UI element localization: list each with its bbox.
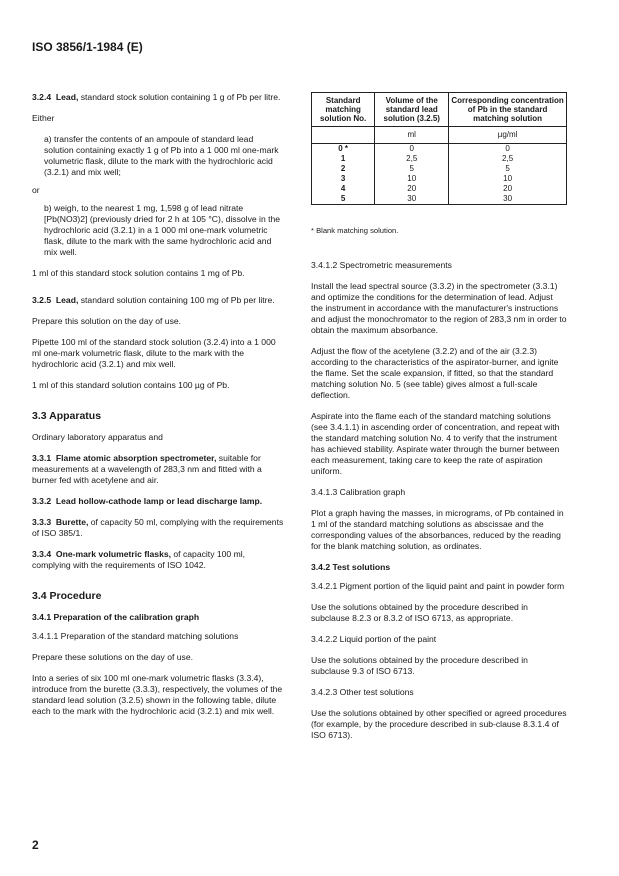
section-3-3-2 — [32, 496, 284, 507]
column-header: Corresponding concentration of Pb in the standard matching solution — [449, 93, 567, 127]
section-title: Lead hollow-cathode lamp or lead discharge lamp. — [55, 496, 263, 506]
paragraph: 1 ml of this standard solution contains 100 µg of Pb. — [32, 380, 230, 390]
table-cell: 5 — [312, 194, 375, 205]
heading-3-4-2-3: 3.4.2.3 Other test solutions — [311, 687, 414, 697]
paragraph: Plot a graph having the masses, in micrograms, of Pb contained in 1 ml of the standard matching solutions as abscissae and the corresponding values of the absorbances, reduced by the reading for the blank matching solution, as ordinates. — [311, 508, 564, 551]
heading-3-4-1-1: 3.4.1.1 Preparation of the standard matching solutions — [32, 631, 239, 641]
section-3-3-1 — [32, 453, 284, 486]
table-cell: 0 — [375, 144, 449, 155]
left-column — [32, 92, 284, 727]
table-row — [312, 174, 567, 184]
table-cell: 5 — [449, 164, 567, 174]
table-cell: 10 — [375, 174, 449, 184]
heading-3-4-1: 3.4.1 Preparation of the calibration graph — [32, 612, 200, 622]
units-cell: µg/ml — [449, 127, 567, 144]
table-header-row — [312, 93, 567, 127]
section-number: 3.3.2 — [32, 496, 52, 506]
page-number: 2 — [32, 838, 39, 852]
table-cell: 2,5 — [375, 154, 449, 164]
section-text: standard solution containing 100 mg of Pb per litre. — [80, 295, 275, 305]
column-header: Volume of the standard lead solution (3.2.5) — [375, 93, 449, 127]
paragraph: Use the solutions obtained by the procedure described in subclause 9.3 of ISO 6713. — [311, 655, 528, 676]
table-row — [312, 184, 567, 194]
paragraph: Ordinary laboratory apparatus and — [32, 432, 163, 442]
table-row — [312, 154, 567, 164]
section-text: of capacity 100 ml, complying with the requirements of ISO 1042. — [32, 549, 246, 570]
table-cell: 3 — [312, 174, 375, 184]
or-label: or — [32, 185, 40, 195]
option-a: a) transfer the contents of an ampoule of standard lead solution containing exactly 1 g of Pb into a 1 000 ml one-mark volumetric flask, dilute to the mark with the hydrochloric acid (3.2.1) and mix well; — [44, 134, 279, 177]
heading-apparatus: 3.3 Apparatus — [32, 410, 102, 422]
section-number: 3.3.4 — [32, 549, 52, 559]
table-cell: 20 — [449, 184, 567, 194]
section-text: standard stock solution containing 1 g of Pb per litre. — [80, 92, 281, 102]
table-row — [312, 194, 567, 205]
table-cell: 2 — [312, 164, 375, 174]
right-column — [311, 260, 567, 751]
section-3-3-4 — [32, 549, 284, 571]
paragraph: Adjust the flow of the acetylene (3.2.2) and of the air (3.2.3) according to the characteristics of the aspirator-burner, and ignite the flame. Set the scale expansion, if fitted, so that the standard matching solution No. 5 (see table) gives almost a full-scale deflection. — [311, 346, 559, 400]
section-title: Lead, — [55, 295, 79, 305]
paragraph: Into a series of six 100 ml one-mark volumetric flasks (3.3.4), introduce from the burette (3.3.3), respectively, the volumes of the standard lead solution (3.2.5) shown in the following table, dilute each to the mark with the hydrochloric acid (3.2.1) and mix well. — [32, 673, 283, 716]
paragraph: Prepare these solutions on the day of use. — [32, 652, 193, 662]
units-cell: ml — [375, 127, 449, 144]
table-cell: 10 — [449, 174, 567, 184]
heading-3-4-1-3: 3.4.1.3 Calibration graph — [311, 487, 406, 497]
section-number: 3.2.4 — [32, 92, 52, 102]
section-title: Flame atomic absorption spectrometer, — [55, 453, 217, 463]
table-row — [312, 164, 567, 174]
paragraph: Use the solutions obtained by the procedure described in subclause 8.2.3 or 8.3.2 of ISO 6713, as appropriate. — [311, 602, 528, 623]
section-text: suitable for measurements at a wavelength of 283,3 nm and fitted with a burner fed with acetylene and air. — [32, 453, 262, 485]
section-3-2-4 — [32, 92, 284, 103]
heading-procedure: 3.4 Procedure — [32, 590, 102, 602]
heading-3-4-2-2: 3.4.2.2 Liquid portion of the paint — [311, 634, 437, 644]
table-cell: 2,5 — [449, 154, 567, 164]
document-header: ISO 3856/1-1984 (E) — [32, 40, 143, 54]
section-number: 3.3.1 — [32, 453, 52, 463]
paragraph: Use the solutions obtained by other specified or agreed procedures (for example, by the procedure described in sub-clause 8.3.1.4 of ISO 6713). — [311, 708, 567, 740]
table-row — [312, 144, 567, 155]
table-units-row — [312, 127, 567, 144]
section-number: 3.3.3 — [32, 517, 52, 527]
table-cell: 0 — [449, 144, 567, 155]
section-number: 3.2.5 — [32, 295, 52, 305]
paragraph: 1 ml of this standard stock solution contains 1 mg of Pb. — [32, 268, 245, 278]
paragraph: Prepare this solution on the day of use. — [32, 316, 182, 326]
section-title: Lead, — [55, 92, 79, 102]
section-title: Burette, — [55, 517, 89, 527]
section-text: of capacity 50 ml, complying with the requirements of ISO 385/1. — [32, 517, 284, 538]
section-3-3-3 — [32, 517, 284, 539]
table-cell: 30 — [375, 194, 449, 205]
table-footnote: * Blank matching solution. — [311, 226, 399, 235]
heading-3-4-2-1: 3.4.2.1 Pigment portion of the liquid paint and paint in powder form — [311, 581, 565, 591]
standard-solutions-table — [311, 92, 567, 205]
paragraph: Pipette 100 ml of the standard stock solution (3.2.4) into a 1 000 ml one-mark volumetric flask, dilute to the mark with the hydrochloric acid (3.2.1) and mix well. — [32, 337, 276, 369]
paragraph: Install the lead spectral source (3.3.2) in the spectrometer (3.3.1) and optimize the conditions for the determination of lead. Adjust the instrument in accordance with the manufacturer's instructions and adjust the monochromator to the region of 283,3 nm in order to obtain the maximum absorbance. — [311, 281, 567, 335]
heading-3-4-2: 3.4.2 Test solutions — [311, 562, 391, 572]
column-header: Standard matching solution No. — [312, 93, 375, 127]
table-cell: 4 — [312, 184, 375, 194]
table-cell: 0 * — [312, 144, 375, 155]
table-cell: 30 — [449, 194, 567, 205]
paragraph: Aspirate into the flame each of the standard matching solutions (see 3.4.1.1) in ascending order of concentration, and repeat with the standard matching solution No. 4 to verify that the instrument has achieved stability. Aspirate water through the burner between each measurement, taking care to keep the rate of aspiration uniform. — [311, 411, 560, 476]
table-cell: 20 — [375, 184, 449, 194]
heading-3-4-1-2: 3.4.1.2 Spectrometric measurements — [311, 260, 452, 270]
table-cell: 5 — [375, 164, 449, 174]
option-b: b) weigh, to the nearest 1 mg, 1,598 g of lead nitrate [Pb(NO3)2] (previously dried for 2 h at 105 °C), dissolve in the hydrochloric acid (3.2.1) in a 1 000 ml one-mark volumetric flask, dilute to the mark with the same hydrochloric acid and mix well. — [44, 203, 281, 257]
section-3-2-5 — [32, 295, 284, 306]
section-title: One-mark volumetric flasks, — [55, 549, 172, 559]
table-cell: 1 — [312, 154, 375, 164]
either-label: Either — [32, 113, 55, 123]
